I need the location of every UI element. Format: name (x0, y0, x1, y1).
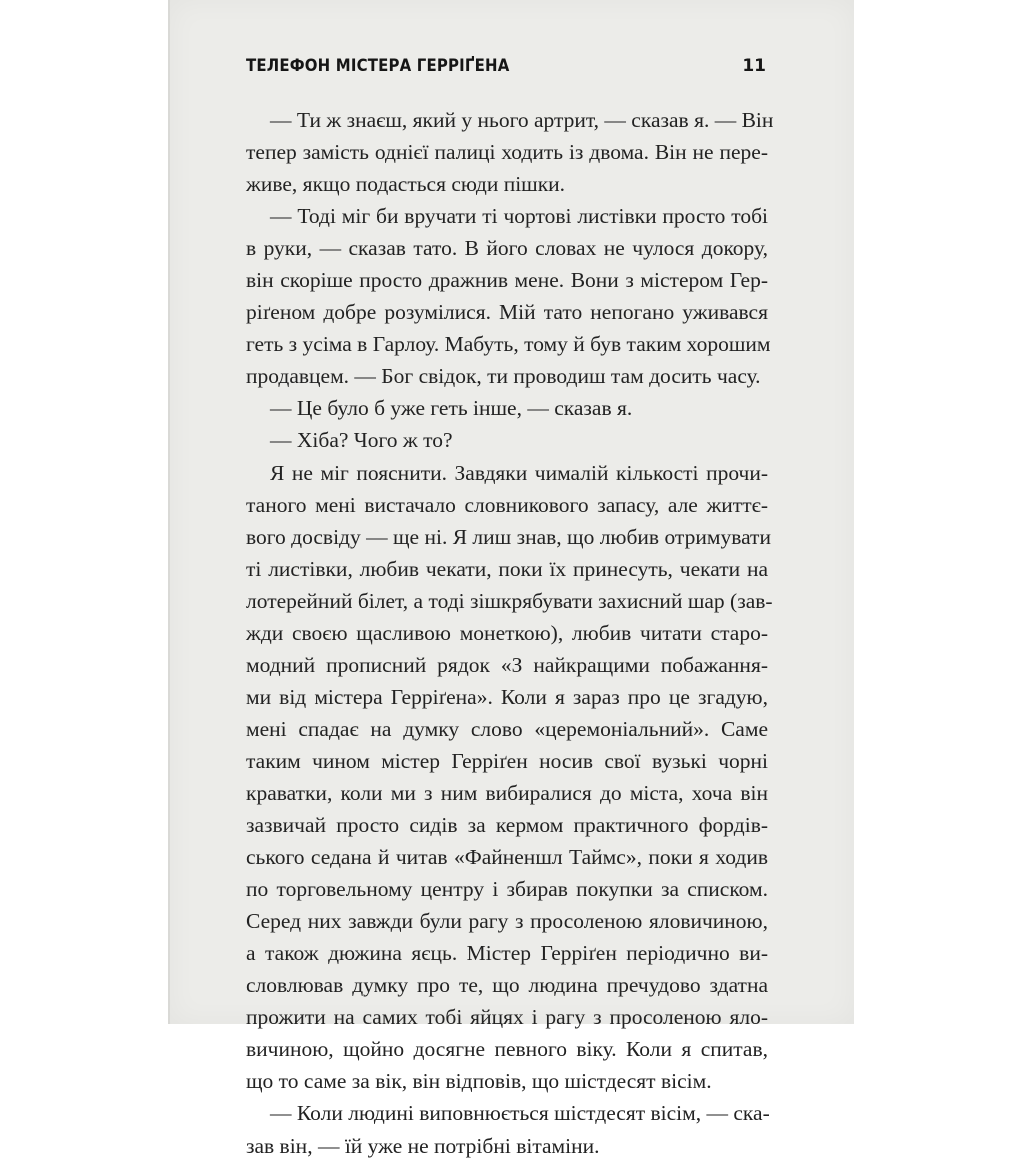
text-line: ті листівки, любив чекати, поки їх принесуть, чекати на (246, 556, 768, 581)
text-line: геть з усіма в Гарлоу. Мабуть, тому й був таким хорошим (246, 332, 771, 357)
text-line: продавцем. — Бог свідок, ти проводиш там досить часу. (246, 364, 761, 389)
text-line: тепер замість однієї палиці ходить із двома. Він не пере- (246, 140, 768, 165)
text-line: живе, якщо подасться сюди пішки. (246, 172, 566, 197)
text-line: ріґеном добре розумілися. Мій тато непогано уживався (246, 300, 768, 325)
text-line: а також дюжина яєць. Містер Герріґен періодично ви- (246, 941, 768, 966)
page-header (246, 56, 766, 86)
text-line: зав він, — їй уже не потрібні вітаміни. (246, 1133, 600, 1158)
text-line: зазвичай просто сидів за кермом практичного фордів- (246, 813, 768, 838)
text-line: модний прописний рядок «З найкращими побажання- (246, 652, 768, 677)
text-line: Я не міг пояснити. Завдяки чималій кількості прочи- (270, 460, 768, 485)
running-title: ТЕЛЕФОН МІСТЕРА ГЕРРІҐЕНА (246, 56, 510, 76)
text-line: краватки, коли ми з ним вибиралися до міста, хоча він (246, 780, 768, 805)
text-line: ського седана й читав «Файненшл Таймс», поки я ходив (246, 845, 768, 870)
text-line: мені спадає на думку слово «церемоніальний». Саме (246, 716, 768, 741)
text-line: — Це було б уже геть інше, — сказав я. (270, 396, 633, 421)
text-line: — Хіба? Чого ж то? (270, 428, 453, 453)
text-line: словлював думку про те, що людина пречудово здатна (246, 973, 768, 998)
text-line: в руки, — сказав тато. В його словах не чулося докору, (246, 236, 768, 261)
text-line: жди своєю щасливою монеткою), любив читати старо- (246, 620, 768, 645)
text-line: що то саме за вік, він відповів, що шістдесят вісім. (246, 1069, 712, 1094)
body-text (246, 104, 774, 1162)
text-line: — Тоді міг би вручати ті чортові листівки просто тобі (270, 204, 768, 229)
text-line: вичиною, щойно досягне певного віку. Коли я спитав, (246, 1037, 768, 1062)
text-line: лотерейний білет, а тоді зішкрябувати захисний шар (зав- (246, 588, 773, 613)
page-number: 11 (742, 56, 766, 76)
text-line: прожити на самих тобі яйцях і рагу з просоленою яло- (246, 1005, 768, 1030)
text-line: — Ти ж знаєш, який у нього артрит, — сказав я. — Він (270, 108, 774, 132)
text-line: він скоріше просто дражнив мене. Вони з містером Гер- (246, 268, 768, 293)
text-line: таким чином містер Герріґен носив свої вузькі чорні (246, 748, 768, 773)
text-line: — Коли людині виповнюється шістдесят вісім, — ска- (270, 1101, 770, 1126)
text-line: вого досвіду — ще ні. Я лиш знав, що любив отримувати (246, 524, 771, 549)
text-line: Серед них завжди були рагу з просоленою яловичиною, (246, 909, 768, 934)
text-line: по торговельному центру і збирав покупки за списком. (246, 877, 768, 902)
text-line: таного мені вистачало словникового запасу, але життє- (246, 492, 768, 517)
text-line: ми від містера Герріґена». Коли я зараз про це згадую, (246, 684, 768, 709)
